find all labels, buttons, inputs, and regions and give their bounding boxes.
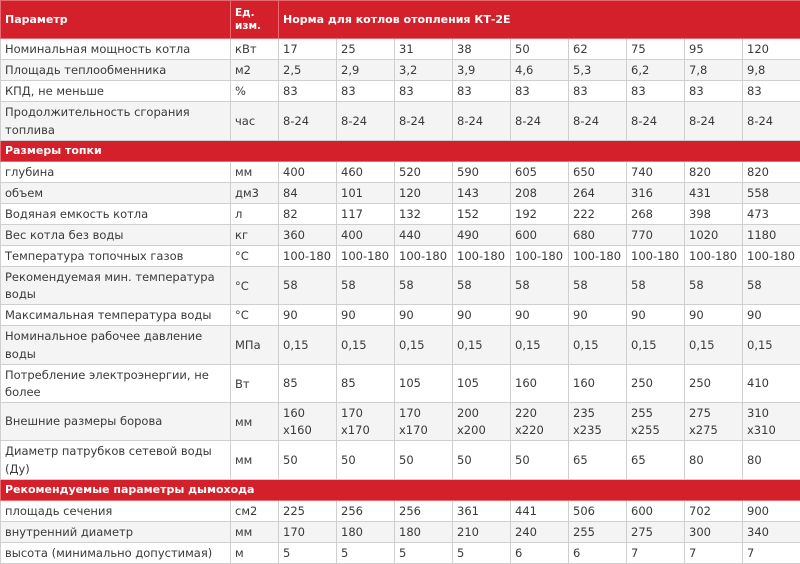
value-cell: 6 — [569, 543, 627, 564]
table-row — [1, 365, 800, 403]
row-label: объем — [1, 183, 231, 204]
value-cell: 100-180 — [337, 246, 395, 267]
value-cell: 0,15 — [279, 326, 337, 365]
row-label: Максимальная температура воды — [1, 305, 231, 326]
value-cell: 84 — [279, 183, 337, 204]
value-cell: 256 — [337, 501, 395, 522]
value-cell: 170 — [279, 522, 337, 543]
value-cell: 2,9 — [337, 60, 395, 81]
value-cell: 506 — [569, 501, 627, 522]
value-cell: 7 — [685, 543, 743, 564]
table-row — [1, 441, 800, 480]
table-body — [1, 39, 800, 564]
value-cell: 100-180 — [743, 246, 800, 267]
value-cell: 80 — [743, 441, 800, 480]
value-cell: 361 — [453, 501, 511, 522]
value-cell: 900 — [743, 501, 800, 522]
value-cell: 0,15 — [395, 326, 453, 365]
value-cell: 85 — [337, 365, 395, 403]
value-cell: 120 — [395, 183, 453, 204]
value-cell: 770 — [627, 225, 685, 246]
table-row — [1, 81, 800, 102]
value-cell: 225 — [279, 501, 337, 522]
value-cell: 58 — [685, 267, 743, 305]
row-unit: дм3 — [231, 183, 279, 204]
value-cell: 90 — [337, 305, 395, 326]
table-row — [1, 183, 800, 204]
value-cell: 740 — [627, 162, 685, 183]
value-cell: 0,15 — [337, 326, 395, 365]
row-unit: кВт — [231, 39, 279, 60]
value-cell: 600 — [627, 501, 685, 522]
value-cell: 8-24 — [569, 102, 627, 141]
value-cell: 590 — [453, 162, 511, 183]
value-cell: 1180 — [743, 225, 800, 246]
row-unit: Вт — [231, 365, 279, 403]
value-cell: 90 — [279, 305, 337, 326]
table-row — [1, 39, 800, 60]
value-cell: 7 — [627, 543, 685, 564]
value-cell: 65 — [627, 441, 685, 480]
value-cell: 50 — [511, 39, 569, 60]
value-cell: 50 — [279, 441, 337, 480]
value-cell: 90 — [395, 305, 453, 326]
value-cell: 58 — [395, 267, 453, 305]
value-cell: 5 — [279, 543, 337, 564]
row-label: высота (минимально допустимая) — [1, 543, 231, 564]
row-label: Диаметр патрубков сетевой воды (Ду) — [1, 441, 231, 480]
value-cell: 100-180 — [279, 246, 337, 267]
section-title: Размеры топки — [1, 141, 800, 162]
norm-header: Норма для котлов отопления КТ-2Е — [279, 1, 800, 39]
row-label: площадь сечения — [1, 501, 231, 522]
section-header-row — [1, 480, 800, 501]
value-cell: 8-24 — [685, 102, 743, 141]
value-cell: 50 — [395, 441, 453, 480]
value-cell: 275 x275 — [685, 403, 743, 441]
table-row — [1, 225, 800, 246]
table-row — [1, 501, 800, 522]
row-label: Температура топочных газов — [1, 246, 231, 267]
value-cell: 0,15 — [685, 326, 743, 365]
row-unit: час — [231, 102, 279, 141]
value-cell: 192 — [511, 204, 569, 225]
value-cell: 90 — [627, 305, 685, 326]
value-cell: 101 — [337, 183, 395, 204]
value-cell: 820 — [743, 162, 800, 183]
value-cell: 83 — [511, 81, 569, 102]
value-cell: 85 — [279, 365, 337, 403]
value-cell: 90 — [743, 305, 800, 326]
value-cell: 160 — [511, 365, 569, 403]
value-cell: 100-180 — [453, 246, 511, 267]
value-cell: 65 — [569, 441, 627, 480]
row-label: Рекомендуемая мин. температура воды — [1, 267, 231, 305]
table-row — [1, 246, 800, 267]
value-cell: 400 — [279, 162, 337, 183]
value-cell: 5 — [453, 543, 511, 564]
row-label: Номинальное рабочее давление воды — [1, 326, 231, 365]
row-unit: кг — [231, 225, 279, 246]
value-cell: 820 — [685, 162, 743, 183]
value-cell: 83 — [685, 81, 743, 102]
value-cell: 82 — [279, 204, 337, 225]
value-cell: 650 — [569, 162, 627, 183]
value-cell: 0,15 — [511, 326, 569, 365]
value-cell: 275 — [627, 522, 685, 543]
value-cell: 83 — [279, 81, 337, 102]
row-label: внутренний диаметр — [1, 522, 231, 543]
value-cell: 255 x255 — [627, 403, 685, 441]
row-unit: л — [231, 204, 279, 225]
row-unit: МПа — [231, 326, 279, 365]
value-cell: 7 — [743, 543, 800, 564]
value-cell: 5 — [395, 543, 453, 564]
row-label: Продолжительность сгорания топлива — [1, 102, 231, 141]
value-cell: 340 — [743, 522, 800, 543]
value-cell: 360 — [279, 225, 337, 246]
value-cell: 100-180 — [685, 246, 743, 267]
table-row — [1, 403, 800, 441]
value-cell: 75 — [627, 39, 685, 60]
table-row — [1, 162, 800, 183]
value-cell: 400 — [337, 225, 395, 246]
value-cell: 1020 — [685, 225, 743, 246]
row-label: глубина — [1, 162, 231, 183]
value-cell: 222 — [569, 204, 627, 225]
value-cell: 160 — [569, 365, 627, 403]
row-unit: % — [231, 81, 279, 102]
row-unit: мм — [231, 162, 279, 183]
value-cell: 180 — [395, 522, 453, 543]
value-cell: 255 — [569, 522, 627, 543]
value-cell: 240 — [511, 522, 569, 543]
value-cell: 256 — [395, 501, 453, 522]
value-cell: 316 — [627, 183, 685, 204]
value-cell: 8-24 — [337, 102, 395, 141]
table-row — [1, 326, 800, 365]
value-cell: 460 — [337, 162, 395, 183]
value-cell: 95 — [685, 39, 743, 60]
value-cell: 605 — [511, 162, 569, 183]
value-cell: 90 — [569, 305, 627, 326]
row-unit: °C — [231, 267, 279, 305]
section-header-row — [1, 141, 800, 162]
value-cell: 31 — [395, 39, 453, 60]
value-cell: 208 — [511, 183, 569, 204]
value-cell: 38 — [453, 39, 511, 60]
table-row — [1, 60, 800, 81]
row-unit: мм — [231, 441, 279, 480]
value-cell: 50 — [337, 441, 395, 480]
value-cell: 143 — [453, 183, 511, 204]
value-cell: 440 — [395, 225, 453, 246]
table-row — [1, 522, 800, 543]
value-cell: 58 — [337, 267, 395, 305]
value-cell: 600 — [511, 225, 569, 246]
value-cell: 264 — [569, 183, 627, 204]
row-unit: °C — [231, 246, 279, 267]
value-cell: 25 — [337, 39, 395, 60]
value-cell: 50 — [453, 441, 511, 480]
value-cell: 170 x170 — [395, 403, 453, 441]
row-label: Потребление электроэнергии, не более — [1, 365, 231, 403]
value-cell: 3,2 — [395, 60, 453, 81]
value-cell: 58 — [453, 267, 511, 305]
value-cell: 50 — [511, 441, 569, 480]
value-cell: 0,15 — [569, 326, 627, 365]
value-cell: 100-180 — [511, 246, 569, 267]
value-cell: 90 — [511, 305, 569, 326]
row-unit: °C — [231, 305, 279, 326]
header-row — [1, 1, 800, 39]
value-cell: 235 x235 — [569, 403, 627, 441]
value-cell: 160 x160 — [279, 403, 337, 441]
value-cell: 58 — [279, 267, 337, 305]
value-cell: 83 — [395, 81, 453, 102]
value-cell: 0,15 — [453, 326, 511, 365]
param-header: Параметр — [1, 1, 231, 39]
value-cell: 250 — [685, 365, 743, 403]
row-unit: мм — [231, 522, 279, 543]
value-cell: 90 — [453, 305, 511, 326]
value-cell: 8-24 — [627, 102, 685, 141]
value-cell: 62 — [569, 39, 627, 60]
value-cell: 83 — [569, 81, 627, 102]
table-row — [1, 267, 800, 305]
value-cell: 8-24 — [453, 102, 511, 141]
section-title: Рекомендуемые параметры дымохода — [1, 480, 800, 501]
value-cell: 58 — [569, 267, 627, 305]
value-cell: 250 — [627, 365, 685, 403]
value-cell: 83 — [337, 81, 395, 102]
value-cell: 398 — [685, 204, 743, 225]
row-unit: м2 — [231, 60, 279, 81]
value-cell: 132 — [395, 204, 453, 225]
value-cell: 473 — [743, 204, 800, 225]
value-cell: 410 — [743, 365, 800, 403]
value-cell: 431 — [685, 183, 743, 204]
value-cell: 7,8 — [685, 60, 743, 81]
value-cell: 170 x170 — [337, 403, 395, 441]
value-cell: 58 — [511, 267, 569, 305]
value-cell: 8-24 — [743, 102, 800, 141]
table-row — [1, 543, 800, 564]
row-unit: м — [231, 543, 279, 564]
value-cell: 441 — [511, 501, 569, 522]
value-cell: 58 — [743, 267, 800, 305]
value-cell: 220 x220 — [511, 403, 569, 441]
value-cell: 90 — [685, 305, 743, 326]
table-row — [1, 204, 800, 225]
row-label: Вес котла без воды — [1, 225, 231, 246]
value-cell: 100-180 — [627, 246, 685, 267]
value-cell: 8-24 — [511, 102, 569, 141]
value-cell: 520 — [395, 162, 453, 183]
value-cell: 152 — [453, 204, 511, 225]
row-label: Площадь теплообменника — [1, 60, 231, 81]
unit-header: Ед. изм. — [231, 1, 279, 39]
value-cell: 0,15 — [627, 326, 685, 365]
value-cell: 490 — [453, 225, 511, 246]
value-cell: 310 x310 — [743, 403, 800, 441]
value-cell: 6 — [511, 543, 569, 564]
value-cell: 58 — [627, 267, 685, 305]
row-unit: см2 — [231, 501, 279, 522]
value-cell: 5,3 — [569, 60, 627, 81]
row-label: Внешние размеры борова — [1, 403, 231, 441]
value-cell: 120 — [743, 39, 800, 60]
value-cell: 3,9 — [453, 60, 511, 81]
row-unit: мм — [231, 403, 279, 441]
value-cell: 8-24 — [279, 102, 337, 141]
value-cell: 17 — [279, 39, 337, 60]
value-cell: 680 — [569, 225, 627, 246]
value-cell: 300 — [685, 522, 743, 543]
value-cell: 9,8 — [743, 60, 800, 81]
value-cell: 268 — [627, 204, 685, 225]
value-cell: 4,6 — [511, 60, 569, 81]
value-cell: 6,2 — [627, 60, 685, 81]
row-label: КПД, не меньше — [1, 81, 231, 102]
value-cell: 558 — [743, 183, 800, 204]
value-cell: 200 x200 — [453, 403, 511, 441]
value-cell: 105 — [453, 365, 511, 403]
value-cell: 83 — [627, 81, 685, 102]
value-cell: 210 — [453, 522, 511, 543]
value-cell: 117 — [337, 204, 395, 225]
value-cell: 2,5 — [279, 60, 337, 81]
value-cell: 0,15 — [743, 326, 800, 365]
value-cell: 83 — [453, 81, 511, 102]
value-cell: 105 — [395, 365, 453, 403]
row-label: Водяная емкость котла — [1, 204, 231, 225]
value-cell: 100-180 — [569, 246, 627, 267]
table-row — [1, 305, 800, 326]
table-row — [1, 102, 800, 141]
value-cell: 8-24 — [395, 102, 453, 141]
value-cell: 180 — [337, 522, 395, 543]
value-cell: 80 — [685, 441, 743, 480]
value-cell: 83 — [743, 81, 800, 102]
value-cell: 5 — [337, 543, 395, 564]
row-label: Номинальная мощность котла — [1, 39, 231, 60]
value-cell: 702 — [685, 501, 743, 522]
value-cell: 100-180 — [395, 246, 453, 267]
